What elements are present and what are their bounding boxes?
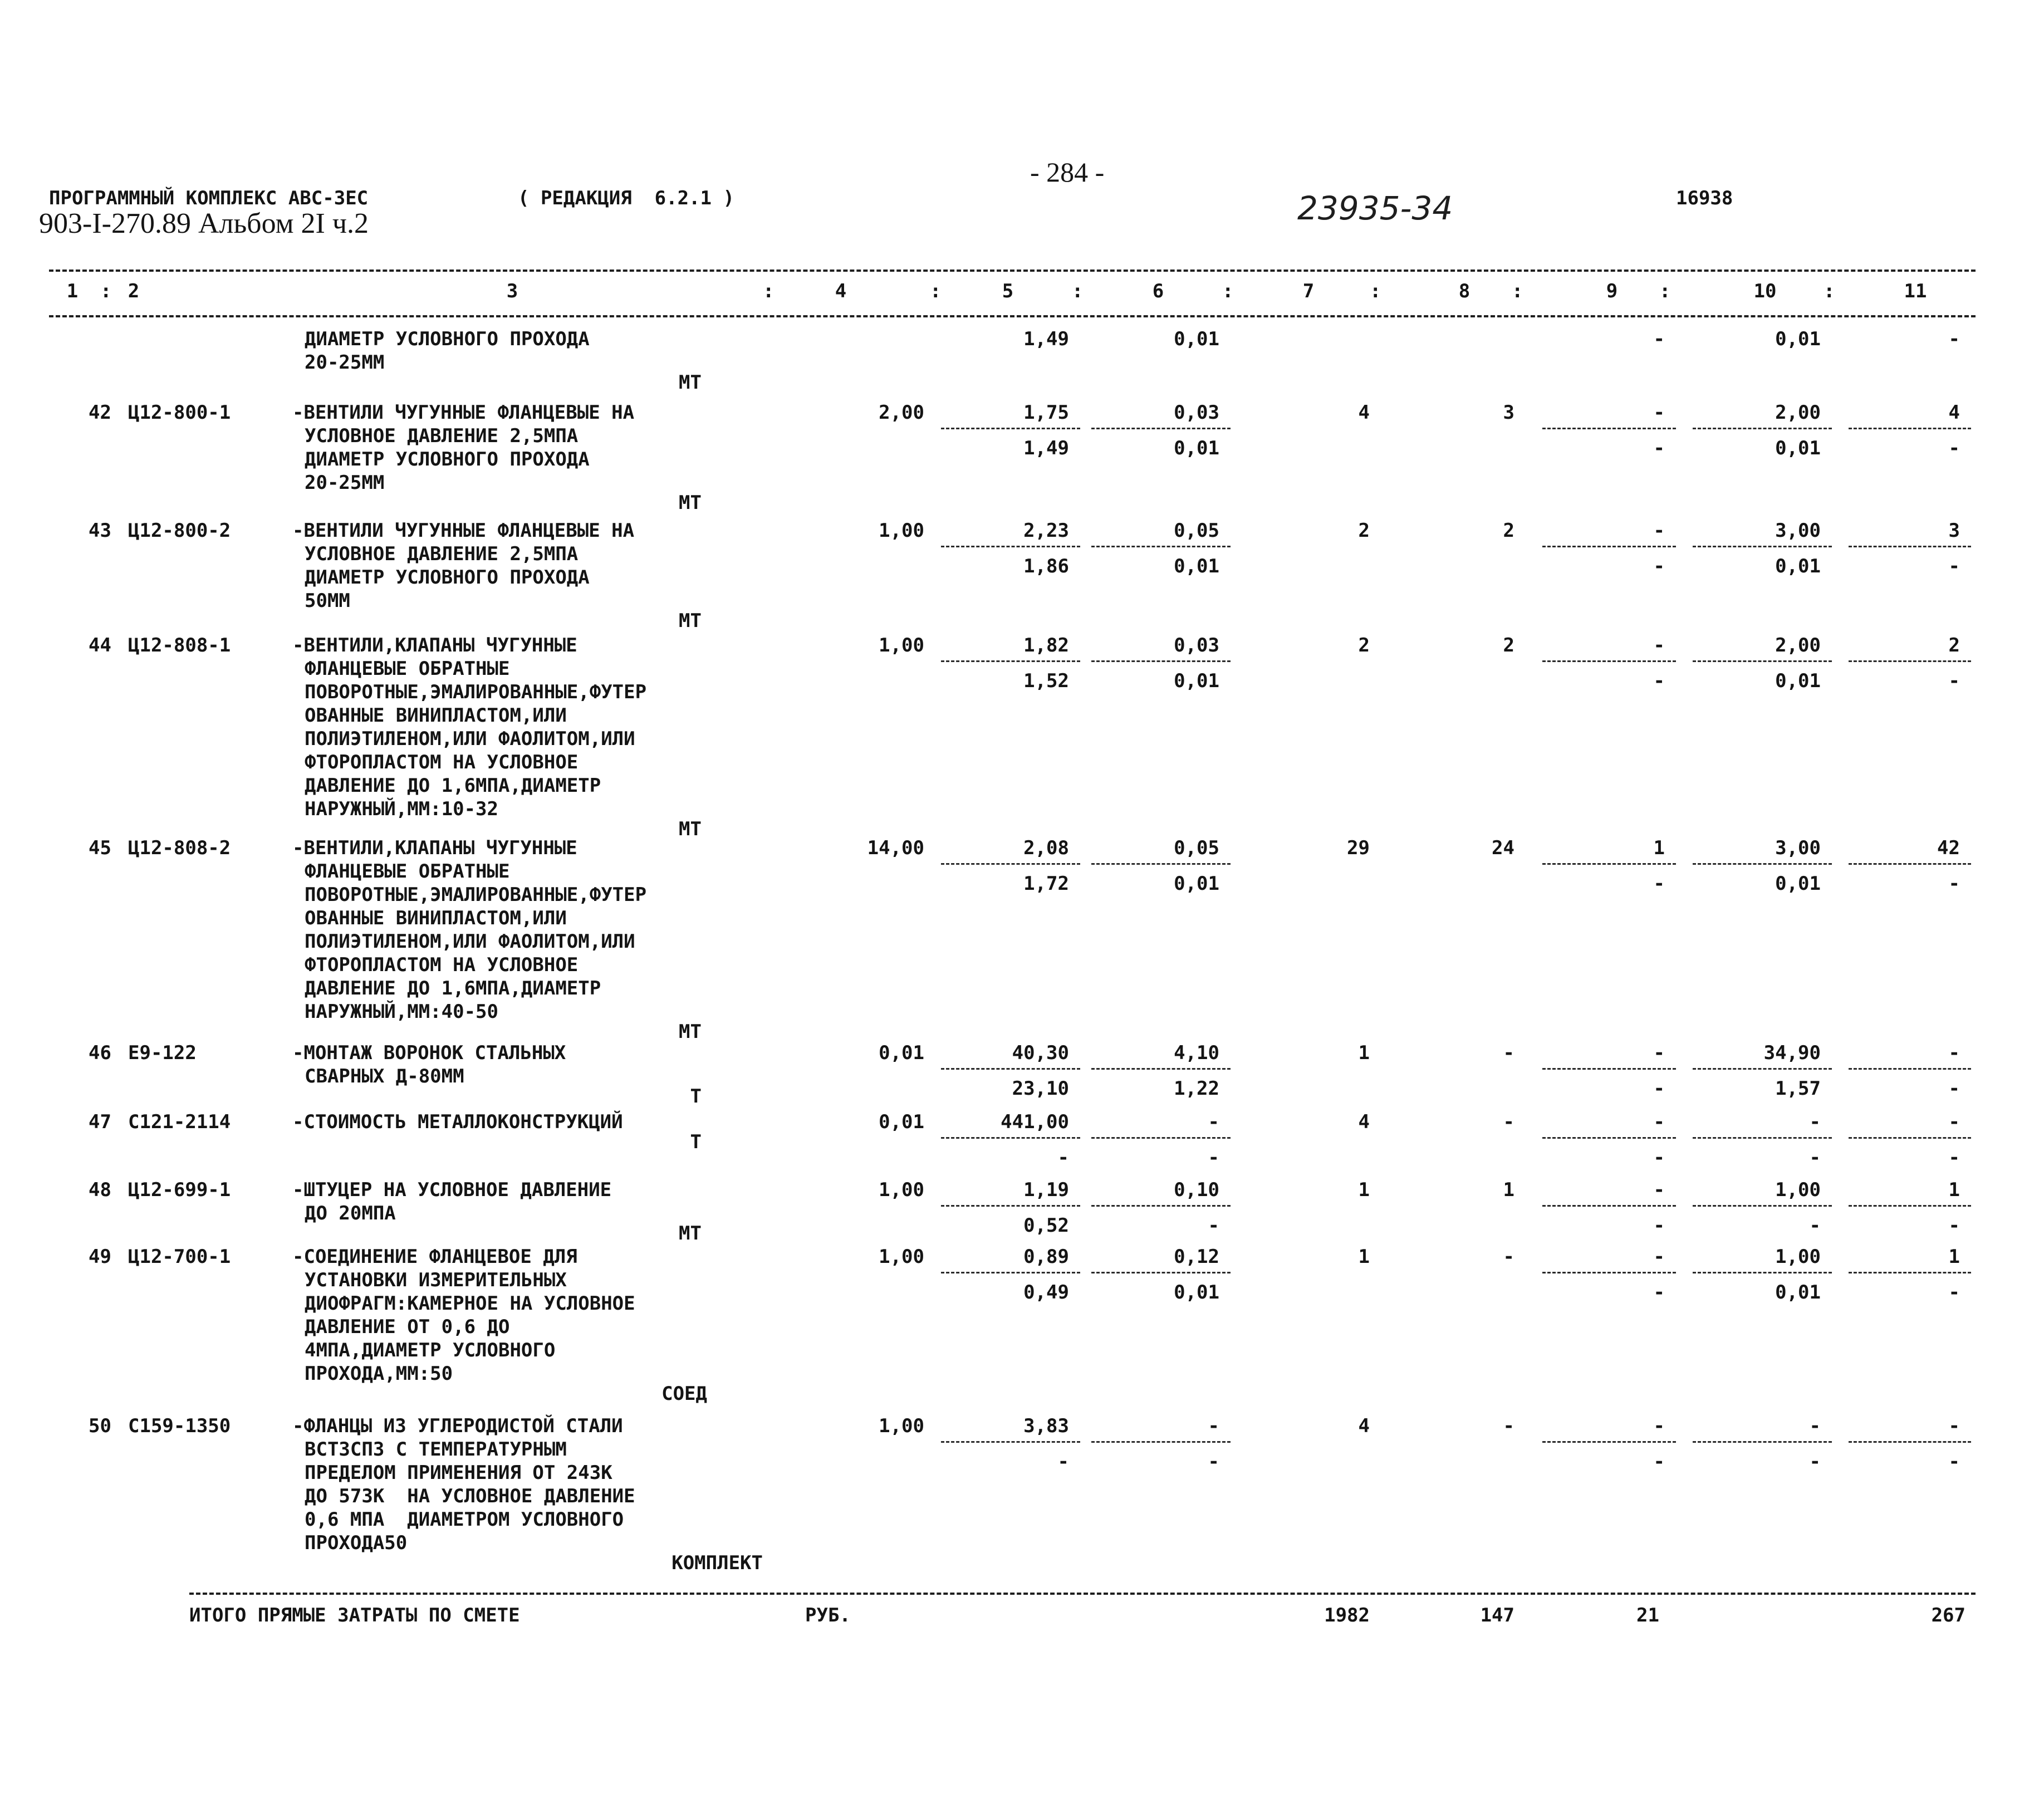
fraction-rule: [1542, 1205, 1676, 1207]
row-col-6: 0,01: [1174, 328, 1219, 350]
column-header-4: 4: [835, 280, 847, 302]
row-description-line: ВСТЗСПЗ С ТЕМПЕРАТУРНЫМ: [305, 1438, 567, 1461]
row-col-8: -: [1503, 1246, 1514, 1268]
row-col-10: 1,00: [1775, 1179, 1821, 1201]
page-number: - 284 -: [1030, 156, 1105, 188]
row-col-5-lower: 0,52: [1023, 1214, 1069, 1237]
row-col-11: 3: [1948, 520, 1960, 542]
row-number: 50: [89, 1415, 111, 1437]
fraction-rule: [1693, 660, 1832, 662]
doc-number: 16938: [1676, 187, 1733, 209]
row-col-8: 1: [1503, 1179, 1514, 1201]
row-unit: МТ: [679, 1021, 702, 1043]
row-col-5: 40,30: [1012, 1042, 1069, 1064]
row-description-line: СВАРНЫХ Д-80ММ: [305, 1065, 464, 1087]
row-col-6-lower: -: [1208, 1451, 1219, 1473]
total-col8: 147: [1480, 1604, 1514, 1627]
row-col-9: -: [1653, 1179, 1665, 1201]
row-description-line: ФЛАНЦЕВЫЕ ОБРАТНЫЕ: [305, 658, 510, 680]
row-description-line: ДИОФРАГМ:КАМЕРНОЕ НА УСЛОВНОЕ: [305, 1292, 635, 1315]
row-number: 49: [89, 1246, 111, 1268]
fraction-rule: [1849, 1068, 1971, 1070]
row-col-5: 3,83: [1023, 1415, 1069, 1437]
row-col-8: 2: [1503, 520, 1514, 542]
column-header-7: 7: [1302, 280, 1315, 302]
row-col-10: 3,00: [1775, 837, 1821, 859]
fraction-rule: [1693, 1205, 1832, 1207]
row-number: 47: [89, 1111, 111, 1133]
row-description-line: 20-25ММ: [305, 351, 385, 374]
program-title: ПРОГРАММНЫЙ КОМПЛЕКС АВС-ЗЕС: [49, 187, 369, 209]
row-col-10-lower: 0,01: [1775, 437, 1821, 459]
fraction-rule: [1542, 1068, 1676, 1070]
row-number: 43: [89, 520, 111, 542]
total-col11: 267: [1931, 1604, 1965, 1627]
column-separator: :: [930, 280, 942, 302]
row-col-10: 1,00: [1775, 1246, 1821, 1268]
fraction-rule: [941, 863, 1080, 865]
row-col-8: -: [1503, 1111, 1514, 1133]
row-col-7: 1: [1358, 1246, 1370, 1268]
row-col-10: 2,00: [1775, 401, 1821, 424]
row-description-line: -ВЕНТИЛИ,КЛАПАНЫ ЧУГУННЫЕ: [292, 634, 577, 657]
total-currency: РУБ.: [805, 1604, 851, 1627]
column-separator: :: [1824, 280, 1835, 302]
row-description-line: НАРУЖНЫЙ,ММ:10-32: [305, 798, 498, 820]
row-col-9-lower: -: [1653, 1147, 1665, 1169]
row-quantity: 0,01: [879, 1042, 924, 1064]
row-description-line: 0,6 МПА ДИАМЕТРОМ УСЛОВНОГО: [305, 1508, 624, 1531]
row-col-7: 29: [1347, 837, 1370, 859]
row-col-9: -: [1653, 401, 1665, 424]
total-label: ИТОГО ПРЯМЫЕ ЗАТРАТЫ ПО СМЕТЕ: [189, 1604, 520, 1627]
row-description-line: ПОЛИЭТИЛЕНОМ,ИЛИ ФАОЛИТОМ,ИЛИ: [305, 728, 635, 750]
row-col-9-lower: -: [1653, 1451, 1665, 1473]
row-description-line: ПРЕДЕЛОМ ПРИМЕНЕНИЯ ОТ 243К: [305, 1462, 612, 1484]
column-header-11: 11: [1904, 280, 1927, 302]
row-quantity: 0,01: [879, 1111, 924, 1133]
row-col-10-lower: 0,01: [1775, 873, 1821, 895]
row-description-line: -МОНТАЖ ВОРОНОК СТАЛЬНЫХ: [292, 1042, 566, 1064]
row-col-5-lower: -: [1057, 1451, 1069, 1473]
row-col-11: -: [1948, 328, 1960, 350]
row-code: Ц12-800-2: [128, 520, 231, 542]
fraction-rule: [941, 546, 1080, 547]
row-col-6: 4,10: [1174, 1042, 1219, 1064]
row-col-9: -: [1653, 1042, 1665, 1064]
row-col-11-lower: -: [1948, 1451, 1960, 1473]
row-col-9: -: [1653, 1246, 1665, 1268]
row-col-8: 24: [1492, 837, 1514, 859]
row-col-6-lower: -: [1208, 1147, 1219, 1169]
fraction-rule: [941, 1205, 1080, 1207]
row-col-5: 1,82: [1023, 634, 1069, 657]
column-header-9: 9: [1606, 280, 1618, 302]
row-unit: МТ: [679, 1222, 702, 1245]
row-col-11-lower: -: [1948, 1077, 1960, 1100]
row-quantity: 1,00: [879, 1179, 924, 1201]
row-col-11-lower: -: [1948, 1214, 1960, 1237]
row-col-6: 0,03: [1174, 401, 1219, 424]
row-col-9-lower: -: [1653, 873, 1665, 895]
fraction-rule: [1849, 863, 1971, 865]
fraction-rule: [1091, 1068, 1231, 1070]
row-description-line: 20-25ММ: [305, 472, 385, 494]
row-col-5: 441,00: [1001, 1111, 1069, 1133]
row-col-6-lower: 0,01: [1174, 555, 1219, 577]
row-description-line: ОВАННЫЕ ВИНИПЛАСТОМ,ИЛИ: [305, 907, 567, 929]
row-col-10-lower: 0,01: [1775, 1281, 1821, 1304]
row-description-line: ПОВОРОТНЫЕ,ЭМАЛИРОВАННЫЕ,ФУТЕР: [305, 681, 647, 703]
row-description-line: 4МПА,ДИАМЕТР УСЛОВНОГО: [305, 1339, 556, 1361]
row-col-11-lower: -: [1948, 1147, 1960, 1169]
row-code: Ц12-808-2: [128, 837, 231, 859]
fraction-rule: [1849, 660, 1971, 662]
handwritten-code: 23935-34: [1297, 189, 1453, 227]
row-description-line: ДАВЛЕНИЕ ДО 1,6МПА,ДИАМЕТР: [305, 977, 601, 1000]
fraction-rule: [1091, 863, 1231, 865]
row-col-10-lower: 0,01: [1775, 555, 1821, 577]
row-col-6: 0,12: [1174, 1246, 1219, 1268]
row-number: 46: [89, 1042, 111, 1064]
fraction-rule: [1542, 1272, 1676, 1273]
row-col-9: 1: [1653, 837, 1665, 859]
row-col-9-lower: -: [1653, 437, 1665, 459]
column-header-3: 3: [506, 280, 518, 302]
row-col-10-lower: -: [1809, 1214, 1821, 1237]
row-description-line: УСЛОВНОЕ ДАВЛЕНИЕ 2,5МПА: [305, 543, 579, 565]
fraction-rule: [941, 1441, 1080, 1443]
row-col-8: -: [1503, 1415, 1514, 1437]
row-quantity: 1,00: [879, 1246, 924, 1268]
column-header-5: 5: [1002, 280, 1014, 302]
row-description-line: -ШТУЦЕР НА УСЛОВНОЕ ДАВЛЕНИЕ: [292, 1179, 612, 1201]
fraction-rule: [1693, 428, 1832, 429]
row-col-8: -: [1503, 1042, 1514, 1064]
total-col7: 1982: [1324, 1604, 1370, 1627]
row-col-11: 42: [1937, 837, 1960, 859]
row-col-10-lower: -: [1809, 1451, 1821, 1473]
row-quantity: 14,00: [867, 837, 924, 859]
fraction-rule: [941, 1068, 1080, 1070]
row-col-7: 4: [1358, 1415, 1370, 1437]
row-code: Ц12-700-1: [128, 1246, 231, 1268]
row-description-line: УСТАНОВКИ ИЗМЕРИТЕЛЬНЫХ: [305, 1269, 567, 1291]
row-col-9: -: [1653, 520, 1665, 542]
row-col-11-lower: -: [1948, 873, 1960, 895]
row-col-11: -: [1948, 1042, 1960, 1064]
column-separator: :: [100, 280, 112, 302]
row-col-7: 2: [1358, 520, 1370, 542]
row-description-line: ФТОРОПЛАСТОМ НА УСЛОВНОЕ: [305, 954, 579, 976]
fraction-rule: [941, 428, 1080, 429]
row-unit: МТ: [679, 492, 702, 514]
program-edition: ( РЕДАКЦИЯ 6.2.1 ): [518, 187, 734, 209]
fraction-rule: [1542, 428, 1676, 429]
row-unit: КОМПЛЕКТ: [671, 1552, 763, 1574]
row-col-5: 1,19: [1023, 1179, 1069, 1201]
row-col-6: 0,03: [1174, 634, 1219, 657]
row-col-6-lower: 0,01: [1174, 437, 1219, 459]
row-code: С121-2114: [128, 1111, 231, 1133]
row-col-9: -: [1653, 1415, 1665, 1437]
row-code: С159-1350: [128, 1415, 231, 1437]
column-header-1: 1: [66, 280, 79, 302]
row-col-10: -: [1809, 1111, 1821, 1133]
row-col-11-lower: -: [1948, 555, 1960, 577]
row-col-6: -: [1208, 1111, 1219, 1133]
fraction-rule: [1849, 1205, 1971, 1207]
row-code: Ц12-699-1: [128, 1179, 231, 1201]
column-separator: :: [1222, 280, 1234, 302]
fraction-rule: [1693, 546, 1832, 547]
column-separator: :: [1370, 280, 1381, 302]
row-col-6: 0,10: [1174, 1179, 1219, 1201]
row-col-9-lower: -: [1653, 1214, 1665, 1237]
row-col-7: 1: [1358, 1042, 1370, 1064]
row-description-line: 50ММ: [305, 590, 350, 612]
fraction-rule: [1542, 546, 1676, 547]
row-col-6: 0,05: [1174, 837, 1219, 859]
row-col-5: 1,75: [1023, 401, 1069, 424]
row-unit: Т: [690, 1085, 702, 1108]
column-header-10: 10: [1753, 280, 1777, 302]
row-description-line: ПРОХОДА,ММ:50: [305, 1363, 453, 1385]
row-col-9-lower: -: [1653, 555, 1665, 577]
row-description-line: ПРОХОДА50: [305, 1532, 408, 1554]
row-col-7: 4: [1358, 1111, 1370, 1133]
fraction-rule: [1091, 546, 1231, 547]
fraction-rule: [1693, 1068, 1832, 1070]
row-description-line: ДАВЛЕНИЕ ОТ 0,6 ДО: [305, 1316, 510, 1338]
row-col-11: 1: [1948, 1246, 1960, 1268]
row-unit: МТ: [679, 371, 702, 394]
row-col-7: 1: [1358, 1179, 1370, 1201]
fraction-rule: [1693, 1441, 1832, 1443]
row-description-line: -ВЕНТИЛИ ЧУГУННЫЕ ФЛАНЦЕВЫЕ НА: [292, 520, 635, 542]
row-col-10: 2,00: [1775, 634, 1821, 657]
row-number: 48: [89, 1179, 111, 1201]
row-number: 44: [89, 634, 111, 657]
row-col-11: 2: [1948, 634, 1960, 657]
row-col-6: -: [1208, 1415, 1219, 1437]
row-number: 42: [89, 401, 111, 424]
row-col-6-lower: 0,01: [1174, 873, 1219, 895]
row-col-5: 0,89: [1023, 1246, 1069, 1268]
fraction-rule: [1849, 1272, 1971, 1273]
row-col-5-lower: 1,86: [1023, 555, 1069, 577]
row-col-10: 0,01: [1775, 328, 1821, 350]
row-col-8: 3: [1503, 401, 1514, 424]
header-top-rule: [49, 270, 1976, 272]
row-unit: СОЕД: [661, 1383, 707, 1405]
row-col-5-lower: 23,10: [1012, 1077, 1069, 1100]
row-description-line: ДИАМЕТР УСЛОВНОГО ПРОХОДА: [305, 328, 590, 350]
fraction-rule: [1849, 546, 1971, 547]
row-col-9-lower: -: [1653, 1281, 1665, 1304]
row-description-line: -ФЛАНЦЫ ИЗ УГЛЕРОДИСТОЙ СТАЛИ: [292, 1415, 623, 1437]
row-col-11: -: [1948, 1415, 1960, 1437]
total-top-rule: [189, 1593, 1976, 1595]
fraction-rule: [941, 1137, 1080, 1139]
fraction-rule: [1091, 1205, 1231, 1207]
row-col-6-lower: 0,01: [1174, 670, 1219, 692]
fraction-rule: [1091, 660, 1231, 662]
row-col-6-lower: -: [1208, 1214, 1219, 1237]
row-description-line: ПОЛИЭТИЛЕНОМ,ИЛИ ФАОЛИТОМ,ИЛИ: [305, 930, 635, 953]
fraction-rule: [941, 660, 1080, 662]
row-col-11-lower: -: [1948, 670, 1960, 692]
row-description-line: ДО 573К НА УСЛОВНОЕ ДАВЛЕНИЕ: [305, 1485, 635, 1507]
row-col-5-lower: 1,72: [1023, 873, 1069, 895]
fraction-rule: [1849, 1137, 1971, 1139]
row-unit: Т: [690, 1131, 702, 1153]
row-quantity: 1,00: [879, 1415, 924, 1437]
row-col-5: 2,08: [1023, 837, 1069, 859]
row-description-line: ДИАМЕТР УСЛОВНОГО ПРОХОДА: [305, 566, 590, 589]
row-col-7: 2: [1358, 634, 1370, 657]
column-separator: :: [1659, 280, 1671, 302]
fraction-rule: [1542, 863, 1676, 865]
row-description-line: НАРУЖНЫЙ,ММ:40-50: [305, 1001, 498, 1023]
row-col-5-lower: 0,49: [1023, 1281, 1069, 1304]
fraction-rule: [941, 1272, 1080, 1273]
row-col-11: 4: [1948, 401, 1960, 424]
row-description-line: ДАВЛЕНИЕ ДО 1,6МПА,ДИАМЕТР: [305, 775, 601, 797]
fraction-rule: [1849, 428, 1971, 429]
row-col-11: 1: [1948, 1179, 1960, 1201]
row-quantity: 2,00: [879, 401, 924, 424]
header-bottom-rule: [49, 315, 1976, 317]
row-col-6-lower: 1,22: [1174, 1077, 1219, 1100]
row-col-5-lower: 1,49: [1023, 437, 1069, 459]
fraction-rule: [1091, 1272, 1231, 1273]
row-col-10-lower: -: [1809, 1147, 1821, 1169]
row-col-7: 4: [1358, 401, 1370, 424]
row-description-line: ФЛАНЦЕВЫЕ ОБРАТНЫЕ: [305, 860, 510, 883]
row-col-6: 0,05: [1174, 520, 1219, 542]
row-code: Ц12-800-1: [128, 401, 231, 424]
fraction-rule: [1693, 1272, 1832, 1273]
row-col-9: -: [1653, 328, 1665, 350]
row-code: Ц12-808-1: [128, 634, 231, 657]
row-col-9-lower: -: [1653, 1077, 1665, 1100]
column-header-2: 2: [128, 280, 140, 302]
fraction-rule: [1849, 1441, 1971, 1443]
row-col-10-lower: 1,57: [1775, 1077, 1821, 1100]
fraction-rule: [1542, 1137, 1676, 1139]
fraction-rule: [1542, 660, 1676, 662]
row-description-line: -СТОИМОСТЬ МЕТАЛЛОКОНСТРУКЦИЙ: [292, 1111, 623, 1133]
row-col-9: -: [1653, 634, 1665, 657]
row-description-line: ДО 20МПА: [305, 1202, 396, 1224]
row-col-5-lower: -: [1057, 1147, 1069, 1169]
row-col-10-lower: 0,01: [1775, 670, 1821, 692]
row-unit: МТ: [679, 818, 702, 840]
row-description-line: -ВЕНТИЛИ ЧУГУННЫЕ ФЛАНЦЕВЫЕ НА: [292, 401, 635, 424]
row-col-9: -: [1653, 1111, 1665, 1133]
row-description-line: -ВЕНТИЛИ,КЛАПАНЫ ЧУГУННЫЕ: [292, 837, 577, 859]
row-unit: МТ: [679, 610, 702, 632]
fraction-rule: [1091, 1137, 1231, 1139]
row-code: Е9-122: [128, 1042, 197, 1064]
album-label: 903-I-270.89 Альбом 2I ч.2: [39, 208, 369, 239]
fraction-rule: [1091, 428, 1231, 429]
row-description-line: УСЛОВНОЕ ДАВЛЕНИЕ 2,5МПА: [305, 425, 579, 447]
row-col-5-lower: 1,52: [1023, 670, 1069, 692]
row-col-10: 34,90: [1763, 1042, 1821, 1064]
row-col-5: 1,49: [1023, 328, 1069, 350]
fraction-rule: [1091, 1441, 1231, 1443]
row-col-11-lower: -: [1948, 437, 1960, 459]
row-col-10: -: [1809, 1415, 1821, 1437]
row-quantity: 1,00: [879, 520, 924, 542]
fraction-rule: [1693, 1137, 1832, 1139]
row-description-line: ФТОРОПЛАСТОМ НА УСЛОВНОЕ: [305, 751, 579, 773]
row-col-6-lower: 0,01: [1174, 1281, 1219, 1304]
row-col-11-lower: -: [1948, 1281, 1960, 1304]
row-col-10: 3,00: [1775, 520, 1821, 542]
column-header-6: 6: [1152, 280, 1164, 302]
row-description-line: ДИАМЕТР УСЛОВНОГО ПРОХОДА: [305, 448, 590, 471]
row-col-9-lower: -: [1653, 670, 1665, 692]
row-col-8: 2: [1503, 634, 1514, 657]
row-number: 45: [89, 837, 111, 859]
row-description-line: ОВАННЫЕ ВИНИПЛАСТОМ,ИЛИ: [305, 704, 567, 727]
total-col9: 21: [1636, 1604, 1659, 1627]
row-description-line: -СОЕДИНЕНИЕ ФЛАНЦЕВОЕ ДЛЯ: [292, 1246, 577, 1268]
row-col-11: -: [1948, 1111, 1960, 1133]
column-header-8: 8: [1458, 280, 1470, 302]
column-separator: :: [763, 280, 775, 302]
row-col-5: 2,23: [1023, 520, 1069, 542]
row-description-line: ПОВОРОТНЫЕ,ЭМАЛИРОВАННЫЕ,ФУТЕР: [305, 884, 647, 906]
fraction-rule: [1693, 863, 1832, 865]
fraction-rule: [1542, 1441, 1676, 1443]
row-quantity: 1,00: [879, 634, 924, 657]
column-separator: :: [1512, 280, 1523, 302]
column-separator: :: [1072, 280, 1084, 302]
